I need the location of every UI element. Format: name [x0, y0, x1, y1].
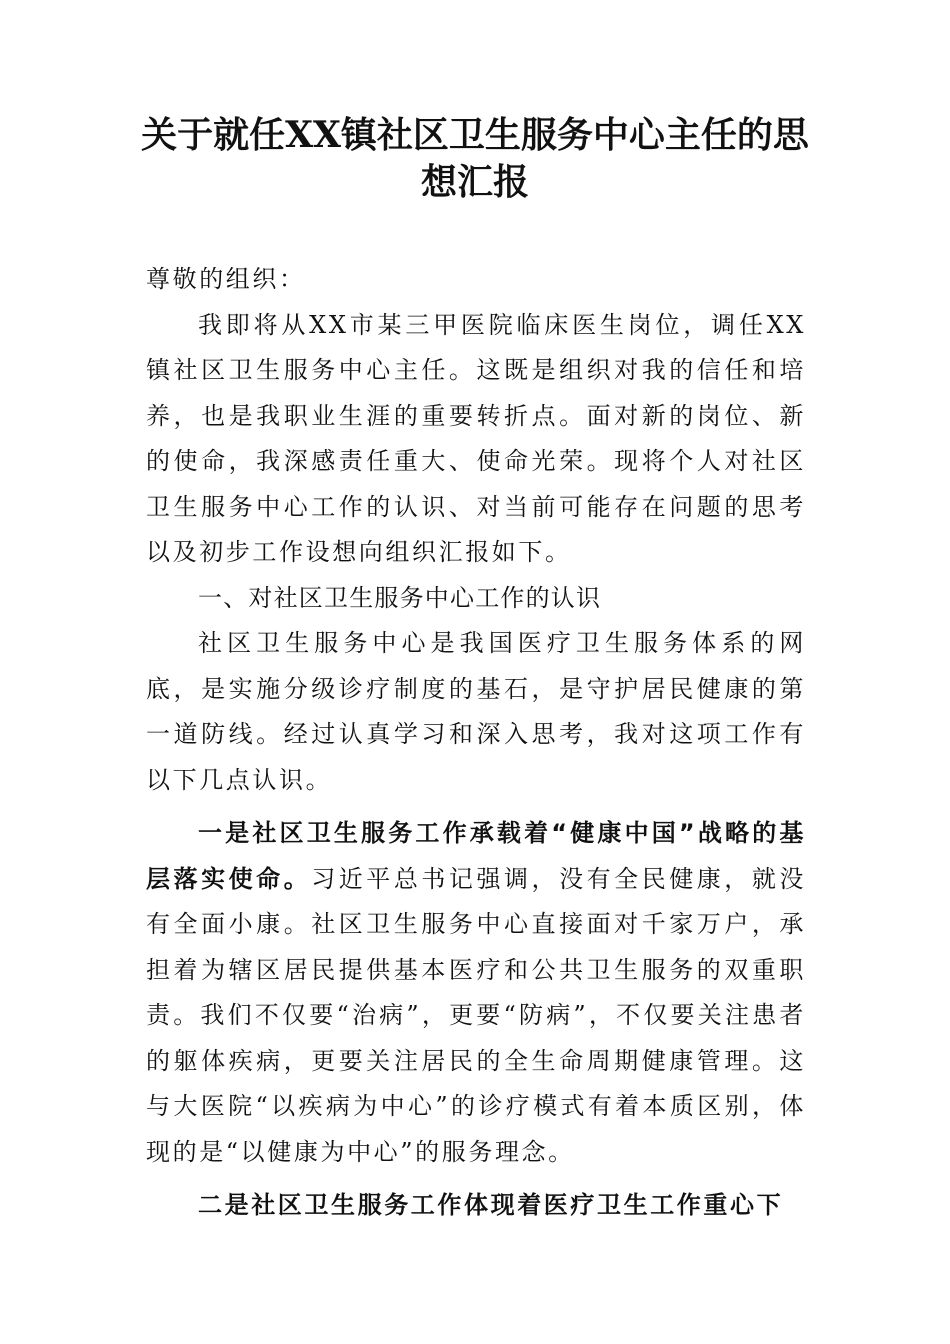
greeting: 尊敬的组织： [146, 265, 306, 293]
point-two-lead: 二是社区卫生服务工作体现着医疗卫生工作重心下 [198, 1191, 784, 1219]
intro-paragraph: 我即将从XX市某三甲医院临床医生岗位，调任XX镇社区卫生服务中心主任。这既是组织对我的信任和培养，也是我职业生涯的重要转折点。面对新的岗位、新的使命，我深感责任重大、使命光荣。现将个人对社区卫生服务中心工作的认识、对当前可能存在问题的思考以及初步工作设想向组织汇报如下。 [146, 310, 806, 566]
point-two-paragraph [146, 1183, 806, 1229]
point-one-paragraph [146, 811, 806, 1175]
document-title: 关于就任XX镇社区卫生服务中心主任的思想汇报 [141, 114, 809, 203]
section-heading: 一、对社区卫生服务中心工作的认识 [198, 583, 602, 612]
document-body [146, 257, 806, 1229]
point-one-lead: 一是社区卫生服务工作承载着“健康中国”战略的基层落实使命。 [146, 819, 806, 893]
section-paragraph: 社区卫生服务中心是我国医疗卫生服务体系的网底，是实施分级诊疗制度的基石，是守护居民健康的第一道防线。经过认真学习和深入思考，我对这项工作有以下几点认识。 [146, 629, 806, 794]
point-one-text: 习近平总书记强调，没有全民健康，就没有全面小康。社区卫生服务中心直接面对千家万户，承担着为辖区居民提供基本医疗和公共卫生服务的双重职责。我们不仅要“治病”，更要“防病”，不仅要关注患者的躯体疾病，更要关注居民的全生命周期健康管理。这与大医院“以疾病为中心”的诊疗模式有着本质区别，体现的是“以健康为中心”的服务理念。 [146, 864, 806, 1166]
